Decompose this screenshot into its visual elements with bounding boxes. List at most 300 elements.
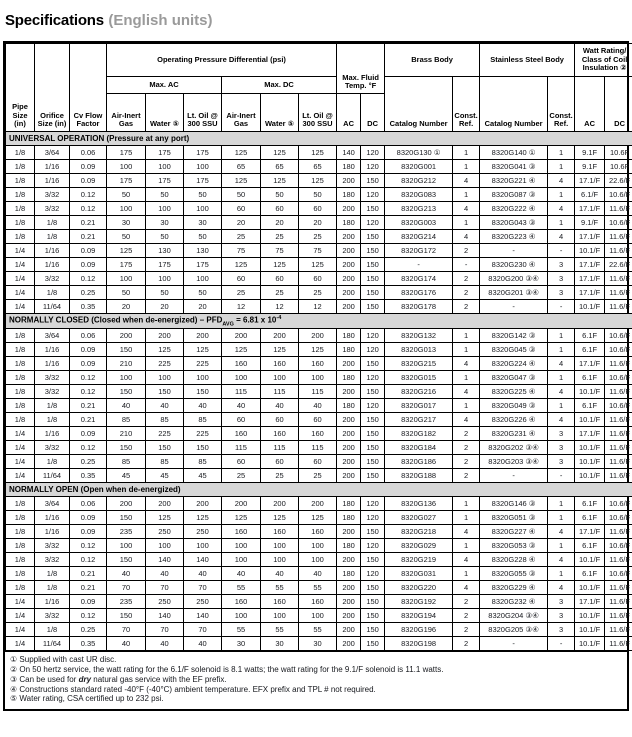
cell: 3/32 [35, 539, 70, 553]
table-row [6, 202, 632, 216]
cell: 25 [222, 286, 261, 300]
cell: 60 [299, 272, 337, 286]
cell: - [548, 244, 575, 258]
cell: 250 [146, 525, 184, 539]
cell: 150 [107, 511, 146, 525]
cell: 8320G212 [385, 174, 453, 188]
cell: 1 [548, 567, 575, 581]
cell: 11.6/F [605, 469, 632, 483]
cell: 200 [337, 609, 361, 623]
cell: 125 [299, 146, 337, 160]
table-row [6, 623, 632, 637]
section-title: UNIVERSAL OPERATION (Pressure at any port) [6, 132, 632, 146]
cell: 50 [107, 188, 146, 202]
cell: 200 [337, 469, 361, 483]
cell: 150 [361, 300, 385, 314]
cell: 8320G017 [385, 399, 453, 413]
cell: 10.1/F [575, 300, 605, 314]
footnote-marker: ② [10, 665, 20, 674]
cell: 8320G214 [385, 230, 453, 244]
cell: 0.25 [70, 286, 107, 300]
cell: 8320G200 ③④ [480, 272, 548, 286]
cell: 50 [184, 286, 222, 300]
cell: 11.6/F [605, 286, 632, 300]
cell: 1/8 [6, 497, 35, 511]
cell: 8320G015 [385, 371, 453, 385]
col-header-brass-body: Brass Body [385, 44, 480, 77]
cell: 150 [107, 553, 146, 567]
cell: 8320G130 ① [385, 146, 453, 160]
table-row [6, 258, 632, 272]
cell: 20 [222, 216, 261, 230]
cell: 1/8 [6, 202, 35, 216]
cell: 70 [184, 581, 222, 595]
col-header-stainless-body: Stainless Steel Body [480, 44, 575, 77]
cell: 17.1/F [575, 357, 605, 371]
cell: 150 [107, 385, 146, 399]
cell: 0.09 [70, 525, 107, 539]
cell: 8320G041 ③ [480, 160, 548, 174]
cell: 60 [261, 413, 299, 427]
cell: 1/4 [6, 609, 35, 623]
cell: 175 [146, 174, 184, 188]
cell: 1 [548, 146, 575, 160]
cell: 11.6/F [605, 385, 632, 399]
cell: 55 [222, 623, 261, 637]
cell: 1/4 [6, 637, 35, 651]
cell: 20 [107, 300, 146, 314]
cell: 4 [453, 553, 480, 567]
cell: 100 [261, 371, 299, 385]
cell: 200 [337, 441, 361, 455]
cell: 8320G172 [385, 244, 453, 258]
table-row [6, 216, 632, 230]
col-header-ss-const-ref: Const. Ref. [548, 77, 575, 132]
cell: 10.6/F [605, 343, 632, 357]
table-row [6, 413, 632, 427]
table-row [6, 385, 632, 399]
cell: 200 [337, 637, 361, 651]
cell: 175 [107, 146, 146, 160]
cell: 1 [453, 329, 480, 343]
table-row [6, 399, 632, 413]
cell: 8320G031 [385, 567, 453, 581]
cell: 50 [184, 230, 222, 244]
cell: 4 [453, 174, 480, 188]
cell: 8320G186 [385, 455, 453, 469]
cell: 150 [361, 230, 385, 244]
cell: 1 [453, 567, 480, 581]
cell: 200 [337, 300, 361, 314]
cell: 1/8 [35, 623, 70, 637]
cell: 150 [107, 609, 146, 623]
cell: 1/8 [6, 230, 35, 244]
cell: 60 [299, 202, 337, 216]
cell: 150 [361, 581, 385, 595]
cell: 125 [184, 511, 222, 525]
cell: 25 [261, 286, 299, 300]
cell: 250 [184, 595, 222, 609]
cell: 25 [261, 469, 299, 483]
cell: 235 [107, 525, 146, 539]
cell: 17.1/F [575, 427, 605, 441]
cell: 0.21 [70, 399, 107, 413]
cell: 3/64 [35, 146, 70, 160]
cell: 120 [361, 567, 385, 581]
cell: 1/16 [35, 595, 70, 609]
cell: 8320G232 ④ [480, 595, 548, 609]
cell: 1 [453, 160, 480, 174]
table-row [6, 469, 632, 483]
cell: 50 [146, 230, 184, 244]
cell: 1/8 [6, 511, 35, 525]
cell: 150 [184, 441, 222, 455]
cell: 50 [146, 286, 184, 300]
cell: 150 [361, 286, 385, 300]
cell: - [453, 258, 480, 272]
cell: 22.6/F [605, 258, 632, 272]
col-header-watt-ac: AC [575, 77, 605, 132]
cell: 1/4 [6, 441, 35, 455]
cell: 125 [299, 343, 337, 357]
cell: 0.12 [70, 539, 107, 553]
cell: 17.1/F [575, 272, 605, 286]
cell: 200 [337, 272, 361, 286]
cell: 160 [299, 525, 337, 539]
cell: 125 [146, 343, 184, 357]
cell: 25 [299, 230, 337, 244]
cell: 1/4 [6, 427, 35, 441]
cell: 160 [222, 595, 261, 609]
cell: 115 [261, 385, 299, 399]
cell: 40 [222, 399, 261, 413]
cell: 8320G136 [385, 497, 453, 511]
cell: 150 [361, 272, 385, 286]
cell: 50 [222, 188, 261, 202]
cell: 3 [548, 258, 575, 272]
cell: 4 [453, 385, 480, 399]
cell: 200 [107, 329, 146, 343]
cell: 8320G142 ③ [480, 329, 548, 343]
cell: 1/8 [35, 286, 70, 300]
cell: 70 [146, 581, 184, 595]
cell: 200 [337, 244, 361, 258]
cell: 10.1/F [575, 385, 605, 399]
col-header-brass-catalog: Catalog Number [385, 77, 453, 132]
cell: 2 [453, 609, 480, 623]
cell: 0.09 [70, 357, 107, 371]
cell: 1 [548, 497, 575, 511]
cell: 8320G217 [385, 413, 453, 427]
cell: 115 [261, 441, 299, 455]
footnote: ⑤ Water rating, CSA certified up to 232 psi. [10, 694, 164, 704]
table-row [6, 595, 632, 609]
cell: 8320G216 [385, 385, 453, 399]
cell: 4 [453, 581, 480, 595]
cell: 1 [548, 399, 575, 413]
cell: 8320G192 [385, 595, 453, 609]
cell: 125 [299, 258, 337, 272]
cell: 50 [261, 188, 299, 202]
cell: 85 [184, 455, 222, 469]
cell: 235 [107, 595, 146, 609]
cell: 0.09 [70, 511, 107, 525]
cell: 11.6/F [605, 230, 632, 244]
cell: 120 [361, 329, 385, 343]
cell: 1/8 [6, 174, 35, 188]
cell: 8320G230 ④ [480, 258, 548, 272]
cell: 10.6F [605, 146, 632, 160]
cell: 11.6/F [605, 202, 632, 216]
cell: 85 [107, 455, 146, 469]
cell: 30 [222, 637, 261, 651]
table-row [6, 637, 632, 651]
cell: 160 [299, 595, 337, 609]
cell: 225 [184, 427, 222, 441]
cell: 200 [337, 230, 361, 244]
cell: 1/8 [6, 329, 35, 343]
cell: 0.35 [70, 637, 107, 651]
cell: 100 [299, 539, 337, 553]
cell: 10.1/F [575, 455, 605, 469]
spec-sheet [3, 41, 629, 711]
cell: 1 [453, 188, 480, 202]
cell: 180 [337, 188, 361, 202]
cell: 125 [261, 174, 299, 188]
cell: 50 [107, 230, 146, 244]
cell: 8320G055 ③ [480, 567, 548, 581]
cell: 6.1F [575, 343, 605, 357]
cell: 200 [146, 497, 184, 511]
table-row [6, 188, 632, 202]
cell: 8320G176 [385, 286, 453, 300]
cell: 8320G224 ④ [480, 357, 548, 371]
cell: 125 [222, 174, 261, 188]
cell: 150 [361, 244, 385, 258]
cell: 3 [548, 455, 575, 469]
cell: 100 [184, 539, 222, 553]
cell: 1 [453, 511, 480, 525]
cell: 8320G029 [385, 539, 453, 553]
table-row [6, 539, 632, 553]
table-row [6, 581, 632, 595]
table-row [6, 511, 632, 525]
cell: 3/32 [35, 441, 70, 455]
cell: 1/4 [6, 272, 35, 286]
cell: 11.6/F [605, 357, 632, 371]
cell: 150 [146, 385, 184, 399]
cell: 10.6F [605, 160, 632, 174]
cell: 1/8 [6, 188, 35, 202]
cell: 9.1/F [575, 216, 605, 230]
cell: 1/8 [35, 413, 70, 427]
cell: 200 [337, 413, 361, 427]
table-row [6, 272, 632, 286]
col-header-max-fluid-temp: Max. Fluid Temp. °F [337, 44, 385, 94]
cell: 40 [261, 567, 299, 581]
cell: 160 [261, 595, 299, 609]
cell: 60 [222, 455, 261, 469]
cell: 6.1/F [575, 188, 605, 202]
cell: 100 [146, 160, 184, 174]
cell: 8320G231 ④ [480, 427, 548, 441]
cell: 10.6/F [605, 371, 632, 385]
cell: 75 [222, 244, 261, 258]
col-header-temp-ac: AC [337, 94, 361, 132]
cell: 150 [361, 455, 385, 469]
cell: 120 [361, 399, 385, 413]
cell: 11.6/F [605, 525, 632, 539]
cell: 1 [548, 188, 575, 202]
footnotes [5, 651, 627, 709]
cell: 150 [361, 357, 385, 371]
cell: 17.1/F [575, 525, 605, 539]
cell: 10.6/F [605, 497, 632, 511]
cell: 100 [107, 160, 146, 174]
cell: 0.12 [70, 609, 107, 623]
cell: 40 [184, 567, 222, 581]
cell: 10.6/F [605, 216, 632, 230]
table-row [6, 244, 632, 258]
cell: 12 [299, 300, 337, 314]
cell: 17.1/F [575, 230, 605, 244]
cell: 45 [184, 469, 222, 483]
cell: 200 [337, 525, 361, 539]
cell: 4 [548, 413, 575, 427]
cell: 70 [146, 623, 184, 637]
cell: 4 [453, 357, 480, 371]
cell: 1 [548, 343, 575, 357]
cell: 100 [299, 371, 337, 385]
cell: 2 [453, 441, 480, 455]
cell: 180 [337, 539, 361, 553]
title-text: Specifications [5, 12, 104, 29]
cell: 175 [107, 258, 146, 272]
cell: 175 [146, 146, 184, 160]
cell: 25 [299, 469, 337, 483]
cell: 200 [337, 258, 361, 272]
cell: 10.6/F [605, 539, 632, 553]
cell: 0.21 [70, 216, 107, 230]
cell: 10.1/F [575, 469, 605, 483]
cell: - [548, 300, 575, 314]
cell: 10.1/F [575, 637, 605, 651]
cell: 200 [337, 581, 361, 595]
cell: 0.06 [70, 329, 107, 343]
cell: 100 [146, 272, 184, 286]
table-row [6, 497, 632, 511]
cell: 1/16 [35, 511, 70, 525]
cell: 1/8 [6, 385, 35, 399]
cell: 200 [337, 427, 361, 441]
cell: 125 [222, 258, 261, 272]
cell: 125 [107, 244, 146, 258]
cell: 45 [146, 469, 184, 483]
cell: 1/8 [6, 216, 35, 230]
cell: 8320G202 ③④ [480, 441, 548, 455]
cell: - [548, 637, 575, 651]
cell: 3 [548, 441, 575, 455]
cell: 70 [107, 581, 146, 595]
cell: 200 [261, 497, 299, 511]
cell: 0.35 [70, 300, 107, 314]
cell: 70 [184, 623, 222, 637]
cell: 0.09 [70, 174, 107, 188]
cell: 11.6/F [605, 637, 632, 651]
cell: 120 [361, 511, 385, 525]
cell: 11.6/F [605, 623, 632, 637]
cell: 125 [299, 511, 337, 525]
cell: 160 [222, 525, 261, 539]
col-header-ac-air-inert: Air-Inert Gas [107, 94, 146, 132]
cell: 0.12 [70, 441, 107, 455]
cell: 8320G001 [385, 160, 453, 174]
col-header-cv-flow: Cv Flow Factor [70, 44, 107, 132]
cell: 100 [222, 553, 261, 567]
cell: 100 [299, 609, 337, 623]
cell: 85 [107, 413, 146, 427]
cell: 160 [222, 357, 261, 371]
cell: 10.6/F [605, 511, 632, 525]
cell: 40 [299, 567, 337, 581]
cell: 8320G226 ④ [480, 413, 548, 427]
cell: 25 [299, 286, 337, 300]
cell: 30 [146, 216, 184, 230]
cell: 0.25 [70, 623, 107, 637]
cell: 115 [299, 441, 337, 455]
cell: 8320G182 [385, 427, 453, 441]
cell: 100 [146, 202, 184, 216]
cell: 20 [261, 216, 299, 230]
cell: 2 [453, 455, 480, 469]
cell: 10.1/F [575, 553, 605, 567]
cell: 30 [184, 216, 222, 230]
cell: 0.09 [70, 427, 107, 441]
cell: 150 [361, 595, 385, 609]
table-row [6, 329, 632, 343]
cell: 160 [222, 427, 261, 441]
section-title: NORMALLY OPEN (Open when de-energized) [6, 483, 632, 497]
cell: 160 [299, 427, 337, 441]
cell: 1 [453, 539, 480, 553]
cell: 200 [222, 329, 261, 343]
cell: 160 [299, 357, 337, 371]
cell: 0.06 [70, 497, 107, 511]
cell: 150 [361, 469, 385, 483]
cell: 8320G178 [385, 300, 453, 314]
cell: 1/8 [6, 357, 35, 371]
cell: 0.21 [70, 413, 107, 427]
cell: 10.6/F [605, 188, 632, 202]
cell: 1 [548, 329, 575, 343]
cell: 200 [337, 174, 361, 188]
cell: 4 [548, 385, 575, 399]
cell: 10.1/F [575, 441, 605, 455]
cell: 100 [222, 539, 261, 553]
cell: 1/4 [6, 244, 35, 258]
section-header-row [6, 314, 632, 329]
cell: 0.12 [70, 188, 107, 202]
cell: 150 [361, 525, 385, 539]
cell: 1/8 [35, 567, 70, 581]
cell: 40 [184, 399, 222, 413]
cell: 11.6/F [605, 300, 632, 314]
cell: 8320G188 [385, 469, 453, 483]
cell: 1/4 [6, 258, 35, 272]
cell: 40 [107, 637, 146, 651]
cell: 1/16 [35, 427, 70, 441]
cell: 4 [548, 525, 575, 539]
